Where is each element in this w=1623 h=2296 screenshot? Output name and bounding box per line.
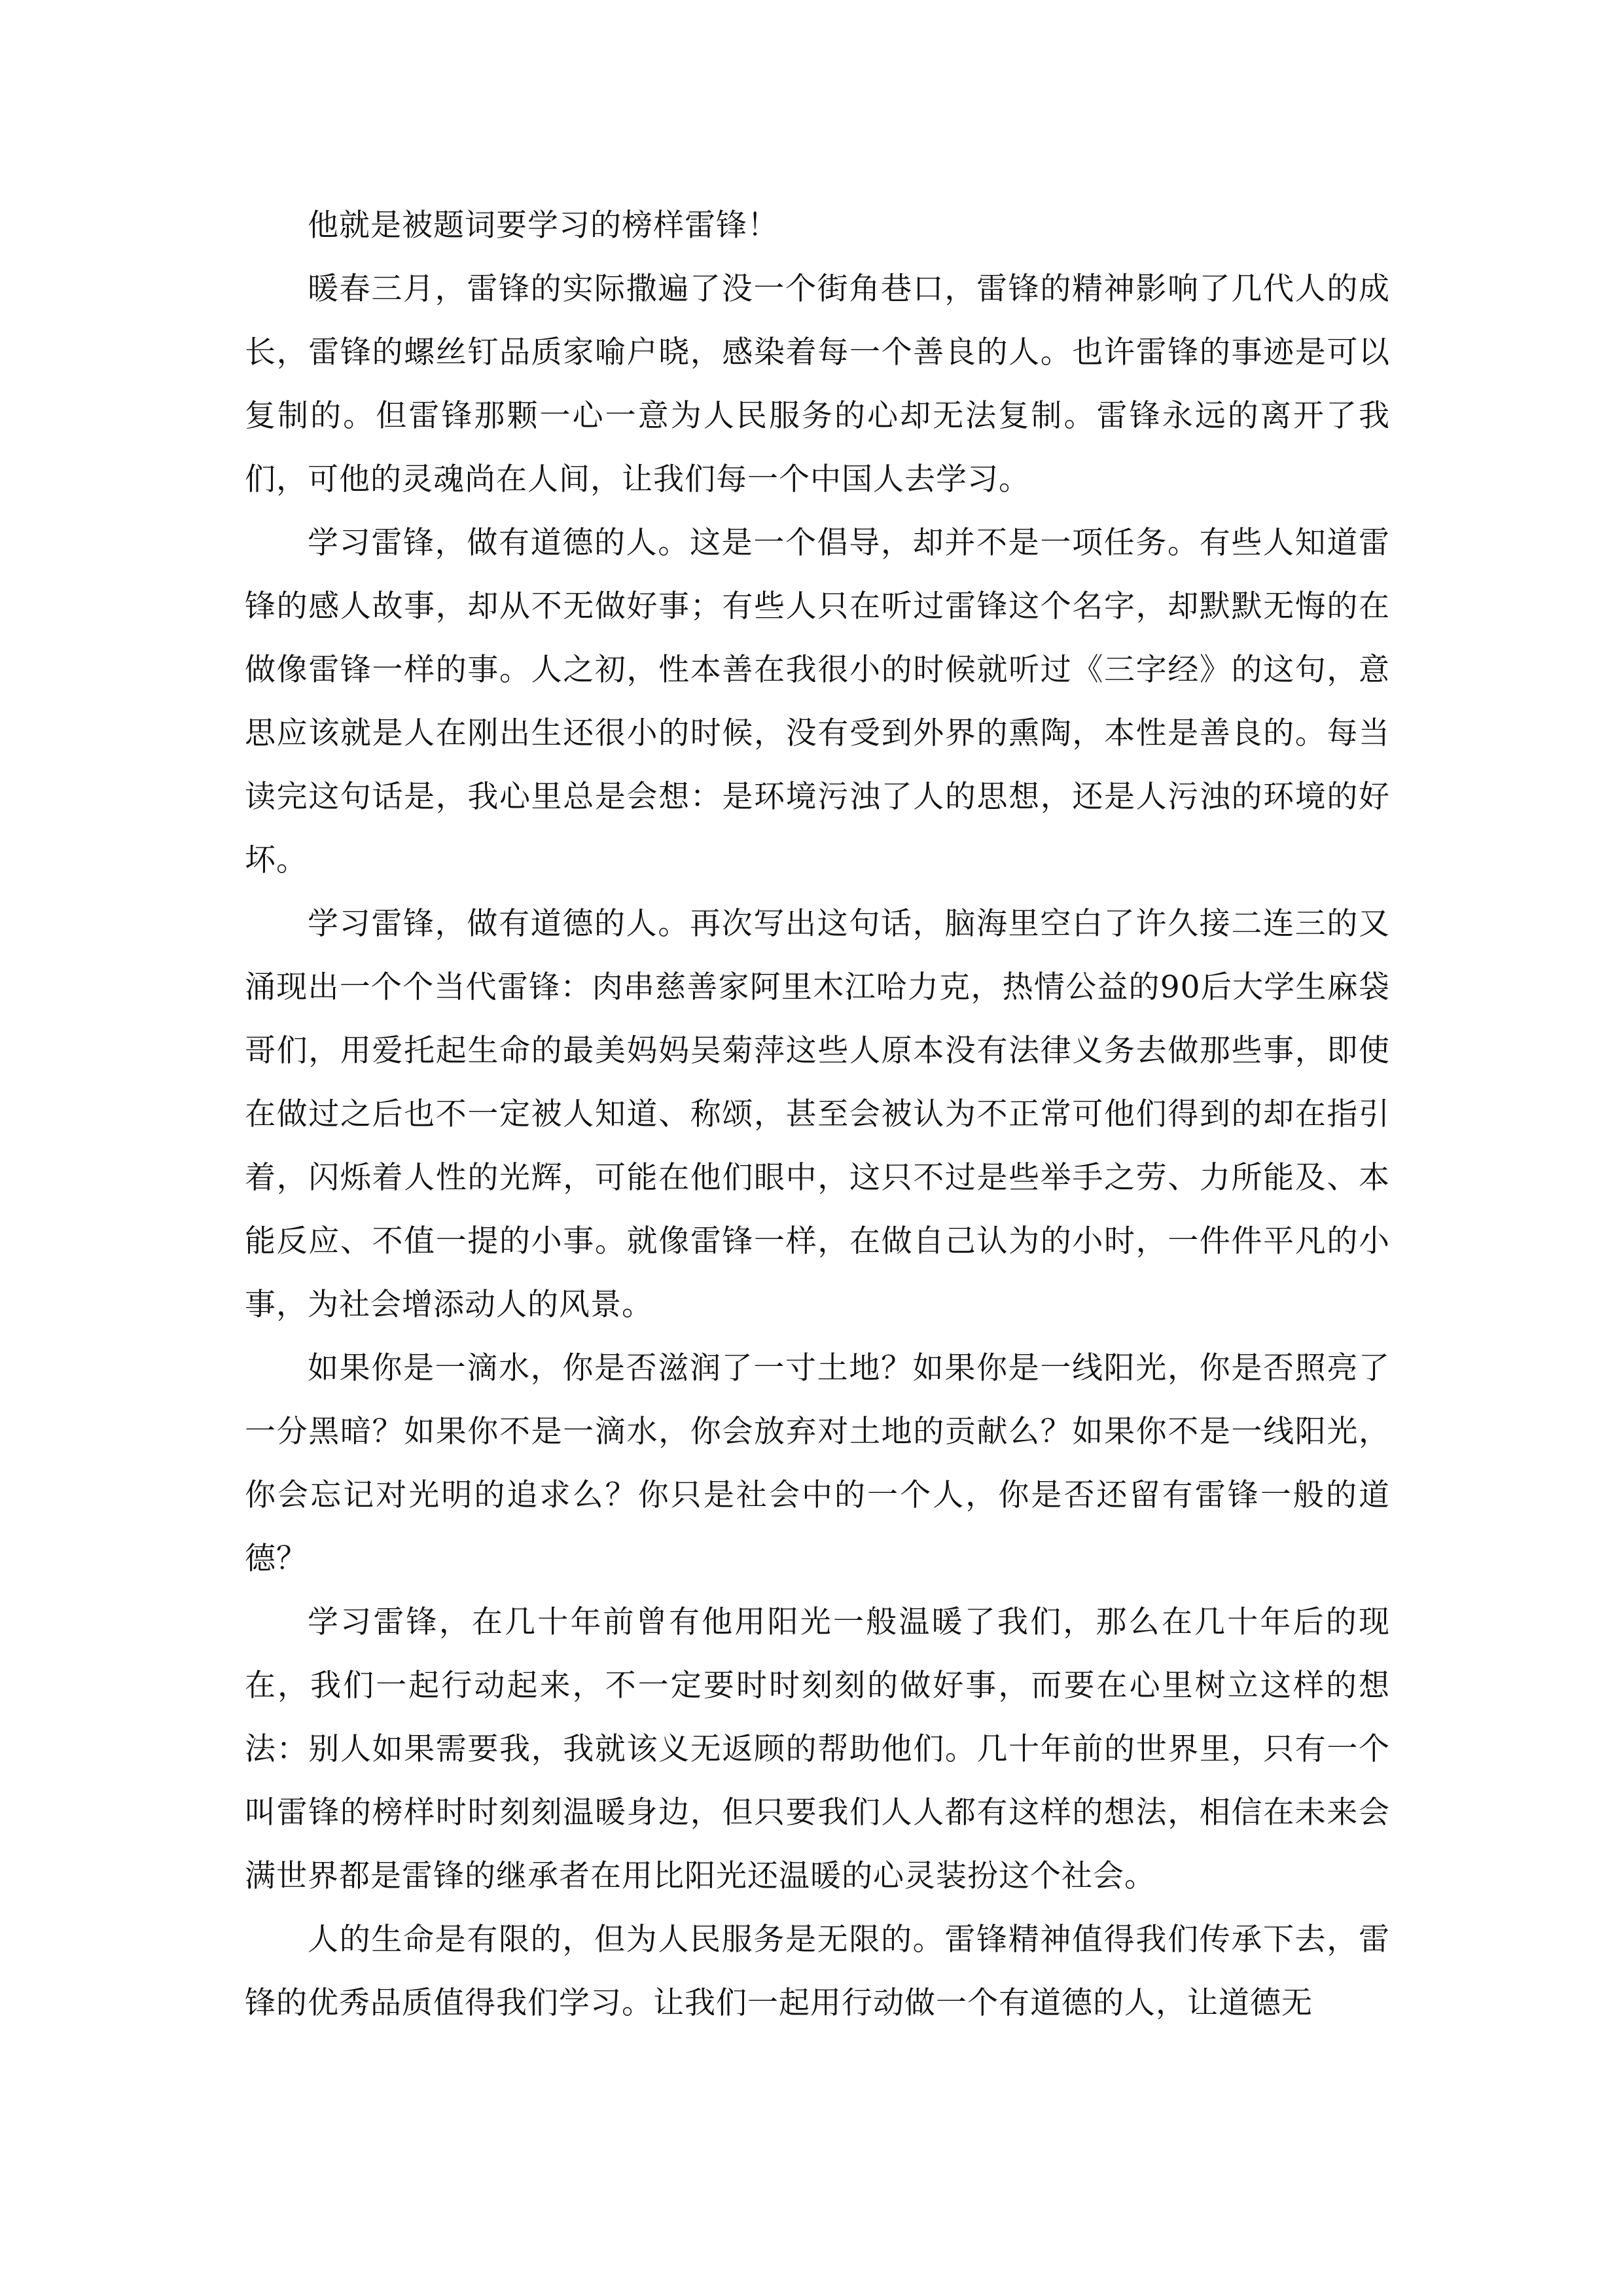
- paragraph-4: 学习雷锋，做有道德的人。再次写出这句话，脑海里空白了许久接二连三的又涌现出一个个当代雷锋：肉串慈善家阿里木江哈力克，热情公益的90后大学生麻袋哥们，用爱托起生命的最美妈妈吴菊萍这些人原本没有法律义务去做那些事，即使在做过之后也不一定被人知道、称颂，甚至会被认为不正常可他们得到的却在指引着，闪烁着人性的光辉，可能在他们眼中，这只不过是些举手之劳、力所能及、本能反应、不值一提的小事。就像雷锋一样，在做自己认为的小时，一件件平凡的小事，为社会增添动人的风景。: [245, 906, 1390, 1323]
- paragraph-6: 学习雷锋，在几十年前曾有他用阳光一般温暖了我们，那么在几十年后的现在，我们一起行动起来，不一定要时时刻刻的做好事，而要在心里树立这样的想法：别人如果需要我，我就该义无返顾的帮助他们。几十年前的世界里，只有一个叫雷锋的榜样时时刻刻温暖身边，但只要我们人人都有这样的想法，相信在未来会满世界都是雷锋的继承者在用比阳光还温暖的心灵装扮这个社会。: [245, 1604, 1390, 1894]
- paragraph-1: 他就是被题词要学习的榜样雷锋！: [308, 207, 779, 243]
- paragraph-5: 如果你是一滴水，你是否滋润了一寸土地？如果你是一线阳光，你是否照亮了一分黑暗？如果你不是一滴水，你会放弃对土地的贡献么？如果你不是一线阳光，你会忘记对光明的追求么？你只是社会中的一个人，你是否还留有雷锋一般的道德？: [245, 1350, 1390, 1577]
- paragraph-2: 暖春三月，雷锋的实际撒遍了没一个街角巷口，雷锋的精神影响了几代人的成长，雷锋的螺丝钉品质家喻户晓，感染着每一个善良的人。也许雷锋的事迹是可以复制的。但雷锋那颗一心一意为人民服务的心却无法复制。雷锋永远的离开了我们，可他的灵魂尚在人间，让我们每一个中国人去学习。: [245, 271, 1390, 497]
- paragraph-7: 人的生命是有限的，但为人民服务是无限的。雷锋精神值得我们传承下去，雷锋的优秀品质值得我们学习。让我们一起用行动做一个有道德的人，让道德无: [245, 1922, 1390, 2021]
- document-body: [245, 194, 1390, 2035]
- paragraph-3: 学习雷锋，做有道德的人。这是一个倡导，却并不是一项任务。有些人知道雷锋的感人故事，却从不无做好事；有些人只在听过雷锋这个名字，却默默无悔的在做像雷锋一样的事。人之初，性本善在我很小的时候就听过《三字经》的这句，意思应该就是人在刚出生还很小的时候，没有受到外界的熏陶，本性是善良的。每当读完这句话是，我心里总是会想：是环境污浊了人的思想，还是人污浊的环境的好坏。: [245, 525, 1390, 878]
